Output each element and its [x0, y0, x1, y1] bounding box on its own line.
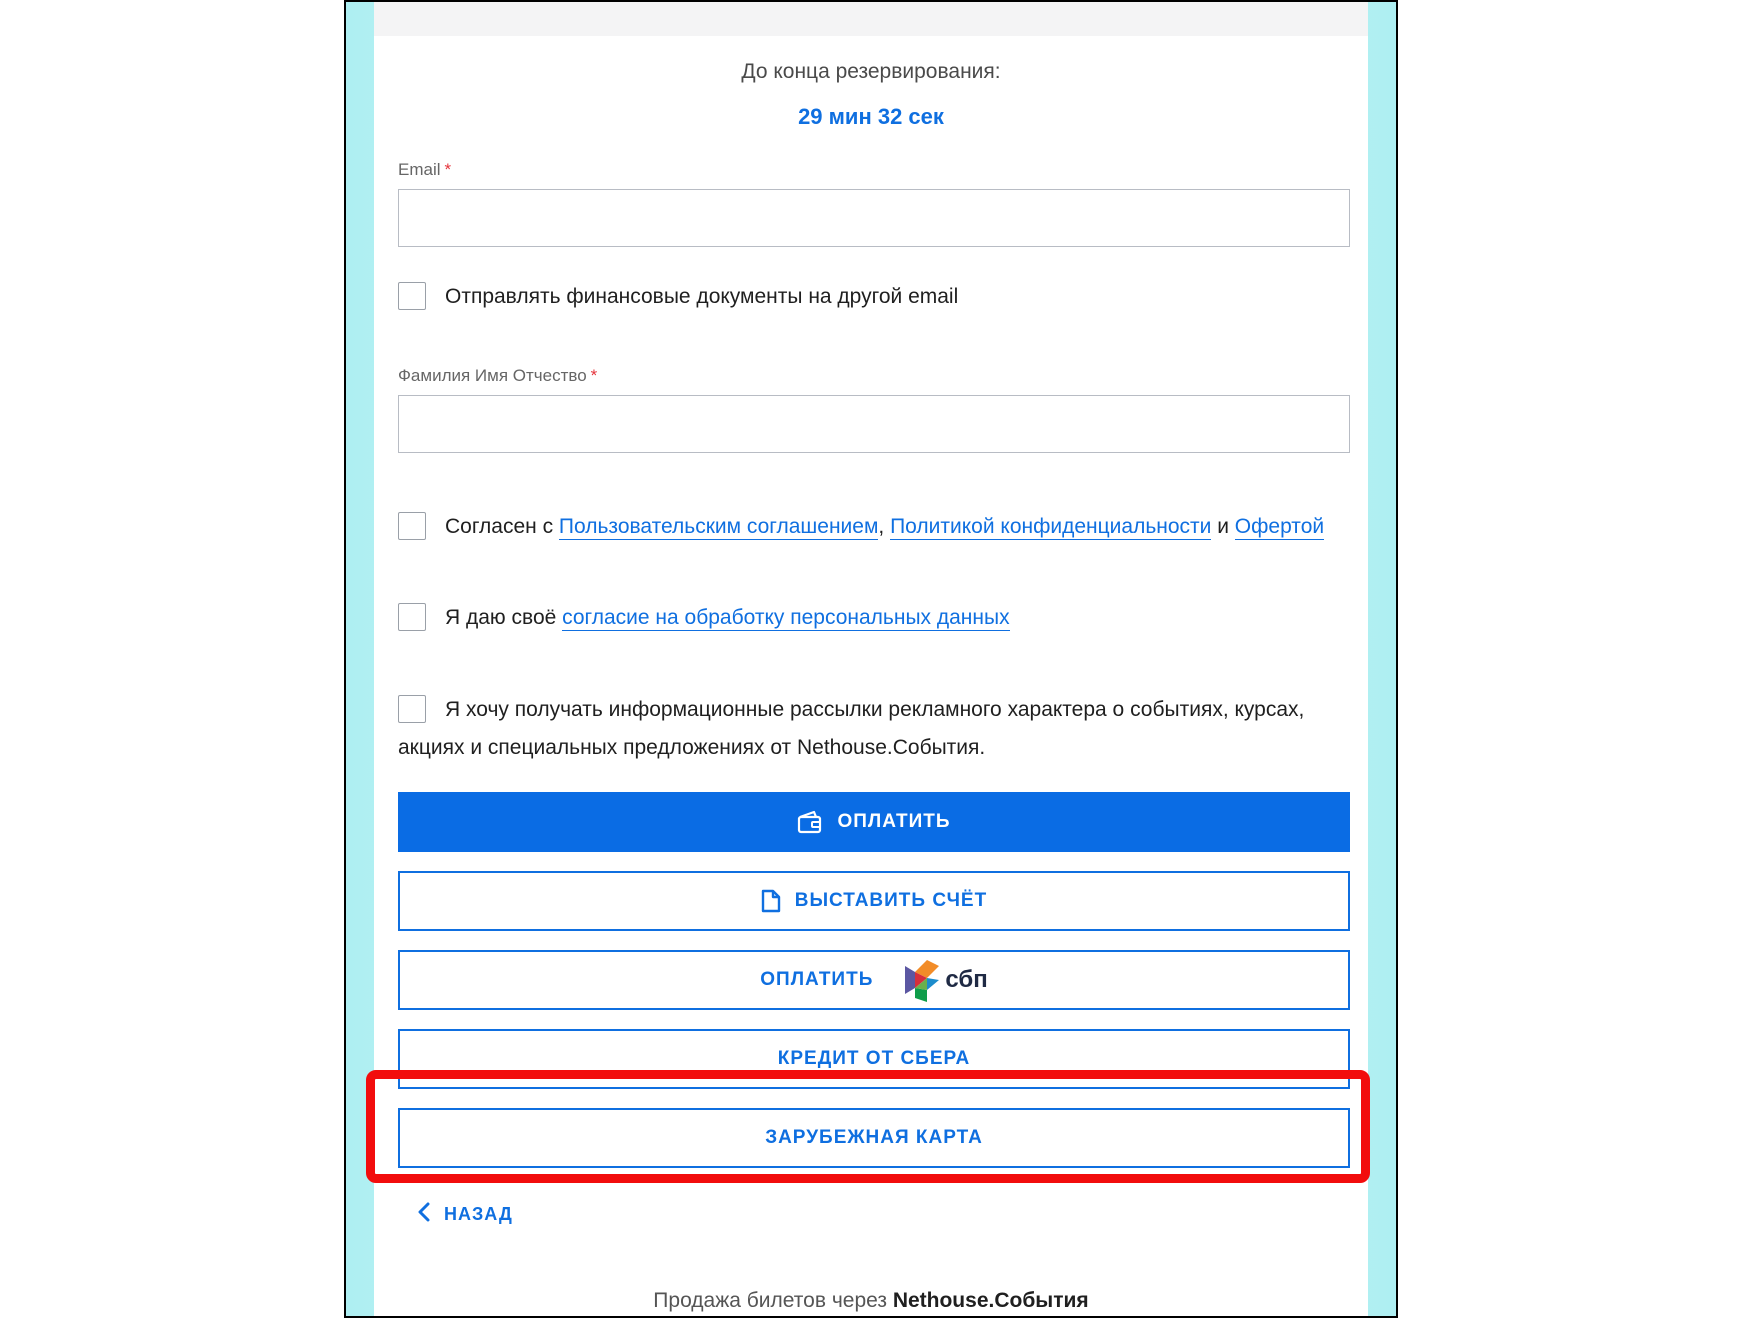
- agreement-and: и: [1211, 515, 1235, 538]
- sbp-logo-text: сбп: [945, 966, 988, 993]
- sber-credit-button[interactable]: [398, 1029, 1350, 1089]
- agreement-prefix: Согласен с: [445, 515, 559, 538]
- panel-header-strip: [374, 2, 1368, 36]
- sbp-logo-icon: [903, 958, 941, 1002]
- page-frame: [344, 0, 1398, 1318]
- wallet-icon: [797, 810, 823, 834]
- footer-text: [374, 1289, 1368, 1313]
- privacy-policy-link[interactable]: Политикой конфиденциальности: [890, 515, 1212, 538]
- offer-link[interactable]: Офертой: [1234, 515, 1325, 538]
- required-mark: *: [590, 366, 598, 385]
- personal-data-prefix: Я даю своё: [445, 606, 563, 629]
- fullname-label-text: Фамилия Имя Отчество: [398, 366, 587, 385]
- mailing-text-line1: Я хочу получать информационные рассылки рекламного характера о событиях, курсах,: [445, 698, 1305, 721]
- agreement-checkbox[interactable]: [398, 512, 426, 540]
- finance-docs-label: Отправлять финансовые документы на другой email: [445, 285, 959, 308]
- mailing-text-line2: акциях и специальных предложениях от Nethouse.События.: [398, 736, 986, 759]
- personal-data-consent-link[interactable]: согласие на обработку персональных данных: [562, 606, 1010, 629]
- pay-sbp-button[interactable]: [398, 950, 1350, 1010]
- email-label-text: Email: [398, 160, 441, 179]
- email-field[interactable]: [398, 189, 1350, 247]
- fullname-field[interactable]: [398, 395, 1350, 453]
- invoice-button[interactable]: [398, 871, 1350, 931]
- personal-data-checkbox[interactable]: [398, 603, 426, 631]
- sbp-logo: [903, 958, 987, 1002]
- sber-credit-label: КРЕДИТ ОТ СБЕРА: [777, 1048, 971, 1069]
- document-icon: [761, 889, 781, 913]
- invoice-button-label: ВЫСТАВИТЬ СЧЁТ: [794, 890, 988, 911]
- reservation-timer-label: До конца резервирования:: [741, 60, 1001, 83]
- pay-button-label: ОПЛАТИТЬ: [837, 811, 951, 832]
- back-link[interactable]: [418, 1202, 513, 1227]
- footer-prefix: Продажа билетов через: [653, 1289, 893, 1312]
- back-label: НАЗАД: [444, 1204, 513, 1224]
- fullname-label: [398, 366, 597, 386]
- checkout-panel: [374, 2, 1368, 1318]
- email-label: [398, 160, 451, 180]
- chevron-left-icon: [418, 1202, 430, 1227]
- required-mark: *: [444, 160, 452, 179]
- pay-button[interactable]: [398, 792, 1350, 852]
- user-agreement-link[interactable]: Пользовательским соглашением: [558, 515, 879, 538]
- finance-docs-checkbox[interactable]: [398, 282, 426, 310]
- mailing-checkbox[interactable]: [398, 695, 426, 723]
- footer-brand: Nethouse.События: [892, 1289, 1089, 1312]
- pay-sbp-label: ОПЛАТИТЬ: [760, 969, 874, 990]
- reservation-timer-value: 29 мин 32 сек: [798, 104, 944, 129]
- agreement-separator: ,: [878, 515, 891, 538]
- foreign-card-button[interactable]: [398, 1108, 1350, 1168]
- foreign-card-label: ЗАРУБЕЖНАЯ КАРТА: [765, 1127, 983, 1148]
